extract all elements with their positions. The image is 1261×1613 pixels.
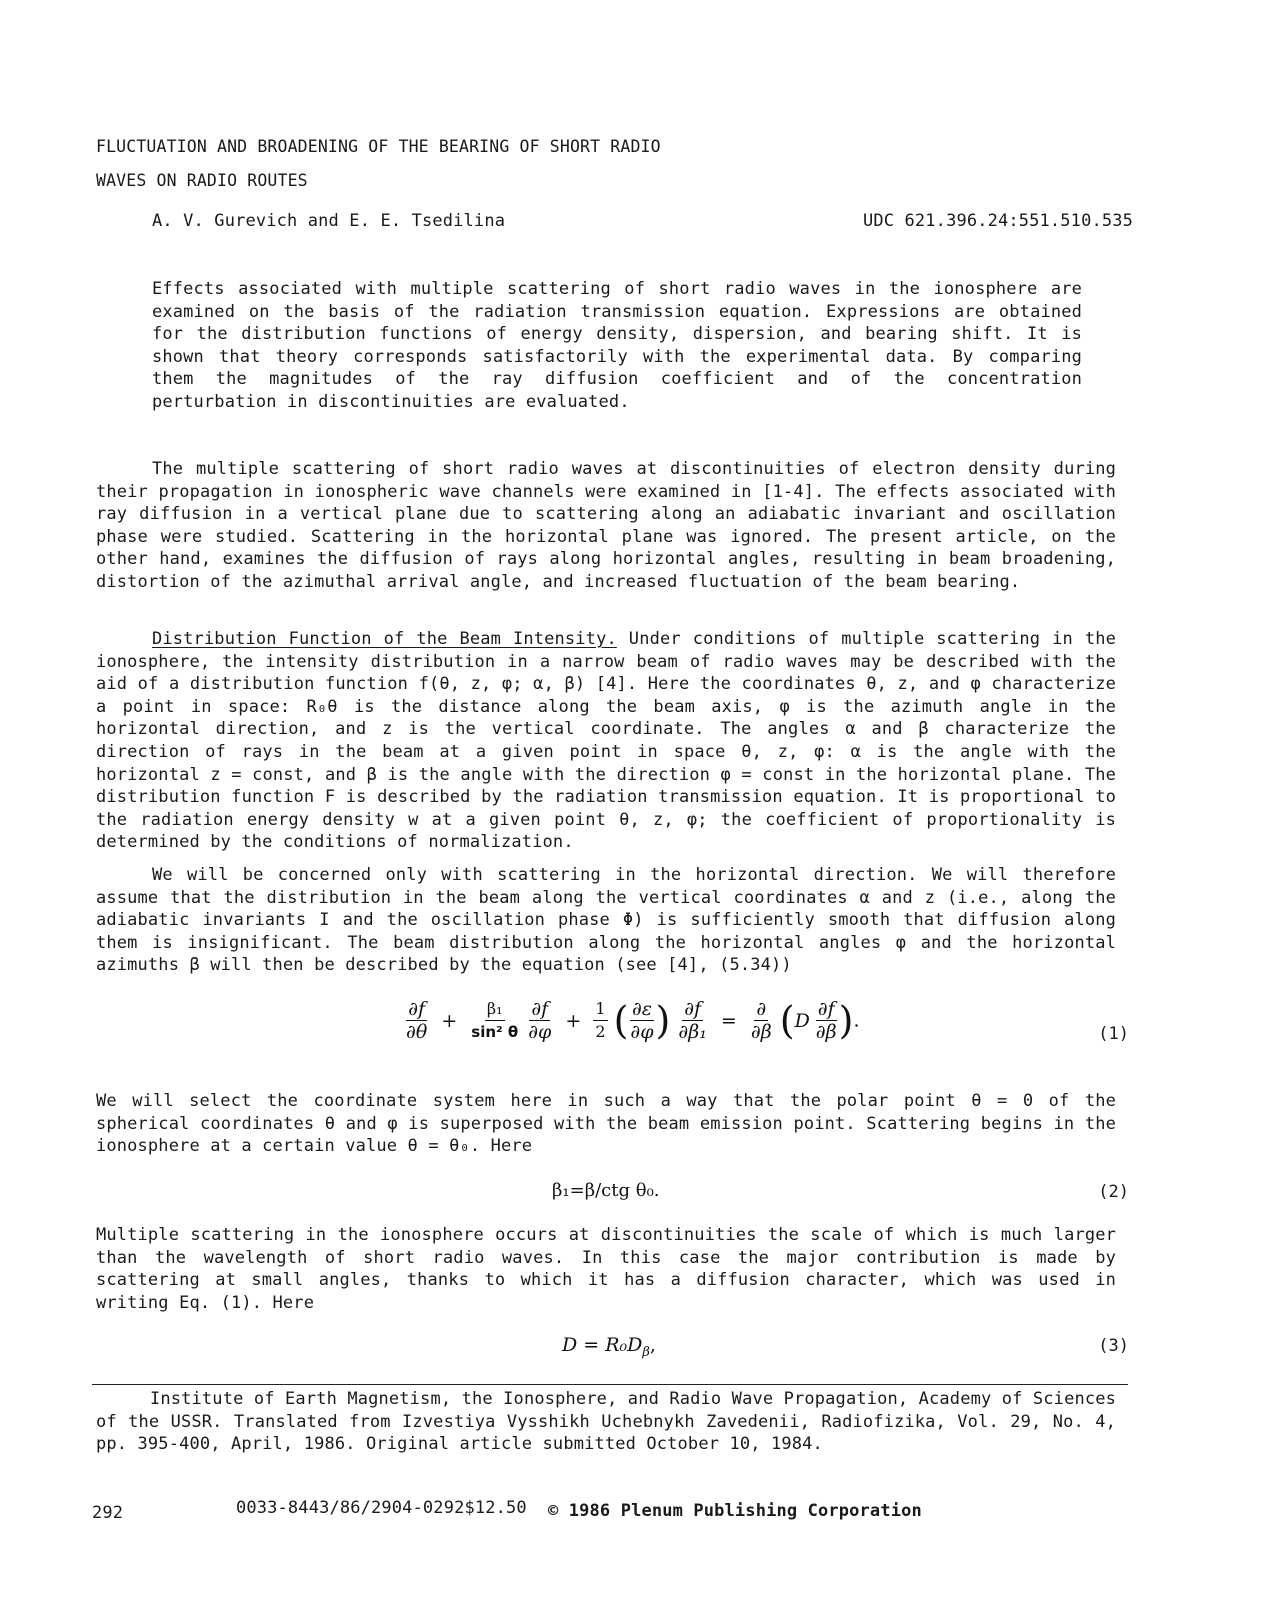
eq1-D: D bbox=[794, 1009, 810, 1032]
affiliation-footnote: Institute of Earth Magnetism, the Ionosphere, and Radio Wave Propagation, Academy of Sciences of the USSR. Translated from Izvestiya Vysshikh Uchebnykh Zavedenii, Radiofizika, Vol. 29, No. 4, pp. 395-400, April, 1986. Original article submitted October 10, 1984. bbox=[96, 1389, 1116, 1455]
eq1-den-3: ∂φ bbox=[528, 1021, 552, 1043]
frac-df-dbeta1 bbox=[676, 998, 708, 1043]
eq1-den-1: ∂θ bbox=[406, 1021, 428, 1043]
eq1-den-4: 2 bbox=[595, 1022, 606, 1041]
equation-3-text: D = R₀D bbox=[562, 1334, 643, 1356]
equation-3-number: (3) bbox=[1098, 1336, 1129, 1356]
copyright: © 1986 Plenum Publishing Corporation bbox=[548, 1501, 922, 1521]
eq1-num-7: ∂ bbox=[756, 998, 767, 1020]
footnote-rule bbox=[92, 1384, 1128, 1385]
frac-df-dphi bbox=[526, 998, 553, 1043]
equation-2: β₁=β/ctg θ₀. bbox=[552, 1180, 660, 1201]
paragraph-distribution-text: Under conditions of multiple scattering in the ionosphere, the intensity distribution in a narrow beam of radio waves may be described with the aid of a distribution function f(θ, z, φ; α, β) [4]. Here the coordinates θ, z, and φ characterize a point in space: R₀θ is the distance along the beam axis, φ is the azimuth angle in the horizontal direction, and z is the vertical coordinate. The angles α and β characterize the direction of rays in the beam at a given point in space θ, z, φ: α is the angle with the horizontal z = const, and β is the angle with the direction φ = const in the horizontal plane. The distribution function F is described by the radiation transmission equation. It is proportional to the radiation energy density w at a given point θ, z, φ; the coefficient of proportionality is determined by the conditions of normalization. bbox=[96, 629, 1116, 853]
eq1-equals: = bbox=[720, 1009, 737, 1032]
eq1-num-8: ∂f bbox=[817, 998, 835, 1020]
equation-1-number: (1) bbox=[1098, 1024, 1129, 1044]
title-line-2: WAVES ON RADIO ROUTES bbox=[96, 171, 308, 190]
eq1-rparen-1: ) bbox=[655, 998, 671, 1043]
eq1-den-5: ∂φ bbox=[630, 1021, 654, 1043]
paragraph-coordinates: We will select the coordinate system here in such a way that the polar point θ = 0 of the spherical coordinates θ and φ is superposed with the beam emission point. Scattering begins in the ionosphere at a certain value θ = θ₀. Here bbox=[96, 1091, 1116, 1157]
paragraph-intro: The multiple scattering of short radio waves at discontinuities of electron density during their propagation in ionospheric wave channels were examined in [1-4]. The effects associated with ray diffusion in a vertical plane due to scattering along an adiabatic invariant and oscillation phase were studied. Scattering in the horizontal plane was ignored. The present article, on the other hand, examines the diffusion of rays along horizontal angles, resulting in beam broadening, distortion of the azimuthal arrival angle, and increased fluctuation of the beam bearing. bbox=[96, 459, 1116, 592]
publication-code: 0033-8443/86/2904-0292$12.50 bbox=[236, 1498, 527, 1518]
eq1-period: . bbox=[853, 1009, 860, 1032]
eq1-num-4: 1 bbox=[593, 998, 607, 1021]
eq1-num-2: β₁ bbox=[485, 998, 505, 1021]
eq1-plus-2: + bbox=[565, 1009, 582, 1032]
equation-1 bbox=[404, 998, 859, 1043]
abstract: Effects associated with multiple scattering of short radio waves in the ionosphere are examined on the basis of the radiation transmission equation. Expressions are obtained for the distribution functions of energy density, dispersion, and bearing shift. It is shown that theory corresponds satisfactorily with the experimental data. By comparing them the magnitudes of the ray diffusion coefficient and of the concentration perturbation in discontinuities are evaluated. bbox=[152, 279, 1082, 412]
frac-deps-dphi bbox=[628, 998, 655, 1043]
frac-df-dtheta bbox=[404, 998, 429, 1043]
eq1-lparen-2: ( bbox=[779, 998, 795, 1043]
udc-code: UDC 621.396.24:551.510.535 bbox=[862, 211, 1133, 231]
frac-beta1-sin bbox=[469, 998, 520, 1043]
page-number: 292 bbox=[92, 1503, 124, 1523]
paragraph-distribution bbox=[96, 628, 1116, 854]
eq1-num-6: ∂f bbox=[684, 998, 702, 1020]
eq1-rparen-2: ) bbox=[838, 998, 854, 1043]
equation-2-number: (2) bbox=[1098, 1182, 1129, 1202]
frac-half bbox=[593, 998, 607, 1043]
eq1-num-3: ∂f bbox=[531, 998, 549, 1020]
eq1-num-1: ∂f bbox=[408, 998, 426, 1020]
eq1-num-5: ∂ε bbox=[631, 998, 652, 1020]
article-title bbox=[96, 130, 896, 198]
frac-d-dbeta bbox=[749, 998, 774, 1043]
eq1-den-2: sin² θ bbox=[471, 1023, 519, 1041]
eq1-plus-1: + bbox=[441, 1009, 458, 1032]
title-line-1: FLUCTUATION AND BROADENING OF THE BEARING OF SHORT RADIO bbox=[96, 137, 661, 156]
frac-df-dbeta bbox=[814, 998, 839, 1043]
section-heading: Distribution Function of the Beam Intensity. bbox=[152, 629, 617, 649]
eq1-lparen-1: ( bbox=[613, 998, 629, 1043]
paragraph-scattering: Multiple scattering in the ionosphere occurs at discontinuities the scale of which is much larger than the wavelength of short radio waves. In this case the major contribution is made by scattering at small angles, thanks to which it has a diffusion character, which was used in writing Eq. (1). Here bbox=[96, 1225, 1116, 1313]
authors: A. V. Gurevich and E. E. Tsedilina bbox=[152, 211, 506, 231]
eq1-den-7: ∂β bbox=[750, 1021, 772, 1043]
eq1-den-8: ∂β bbox=[815, 1021, 837, 1043]
equation-3-comma: , bbox=[649, 1334, 656, 1356]
eq1-den-6: ∂β₁ bbox=[678, 1021, 707, 1043]
paragraph-horizontal: We will be concerned only with scattering in the horizontal direction. We will therefore assume that the distribution in the beam along the vertical coordinates α and z (i.e., along the adiabatic invariants I and the oscillation phase Φ) is sufficiently smooth that diffusion along them is insignificant. The beam distribution along the horizontal angles φ and the horizontal azimuths β will then be described by the equation (see [4], (5.34)) bbox=[96, 865, 1116, 976]
equation-3 bbox=[562, 1334, 656, 1360]
equation-3-subscript: β bbox=[642, 1344, 650, 1360]
